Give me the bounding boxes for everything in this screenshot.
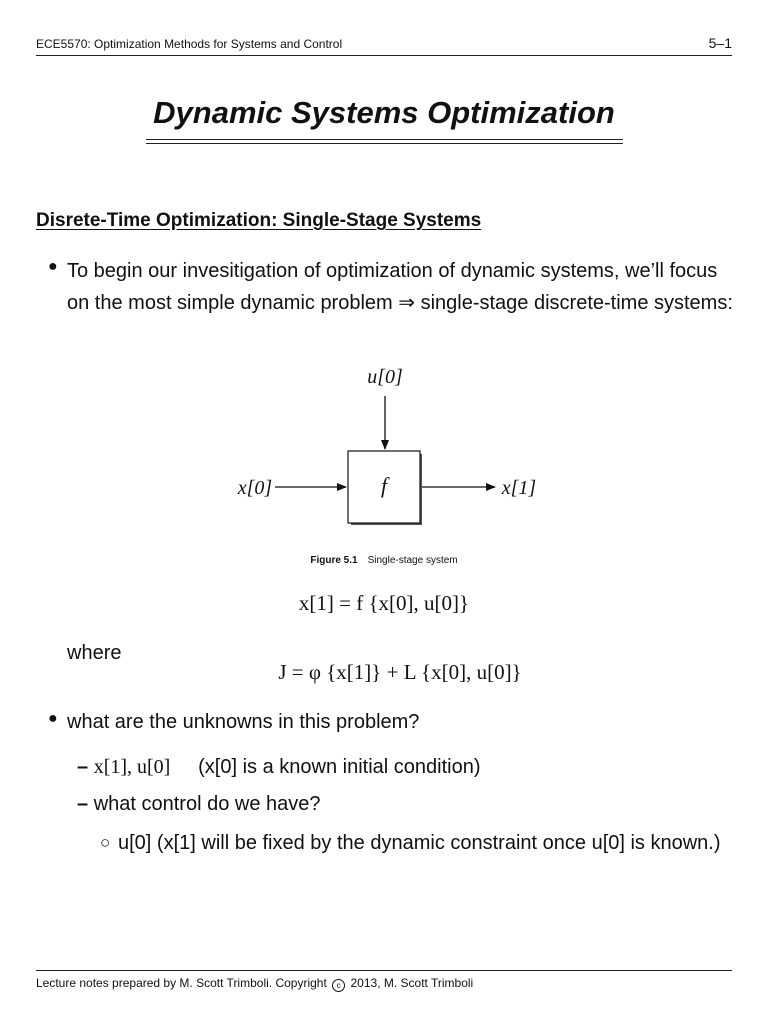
bullet-dot: ● (48, 710, 58, 727)
figure-caption-text: Single-stage system (367, 555, 458, 566)
footer-rule (36, 970, 732, 971)
equation-cost: J = φ {x[1]} + L {x[0], u[0]} (278, 660, 522, 684)
page-title: Dynamic Systems Optimization (153, 95, 615, 130)
diagram-input-left-label: x[0] (237, 477, 273, 499)
bullet-2-text: what are the unknowns in this problem? (67, 711, 420, 733)
where-label: where (67, 642, 122, 664)
title-underline (146, 139, 623, 140)
header-course-title: ECE5570: Optimization Methods for Systems and Control (36, 37, 343, 51)
sub-sub-bullet-text: u[0] (x[1] will be fixed by the dynamic constraint once u[0] is known.) (118, 832, 721, 854)
sub-bullet-1: – x[1], u[0] (x[0] is a known initial condition) (77, 756, 481, 778)
bullet-1-text: To begin our invesitigation of optimization of dynamic systems, we’ll focus on the most simple dynamic problem ⇒ single-stage discrete-time systems: (67, 260, 733, 314)
sub-bullet-1-vars: x[1], u[0] (93, 756, 171, 778)
title-underline-second (146, 143, 623, 144)
page-number: 5–1 (708, 35, 732, 51)
section-heading: Disrete-Time Optimization: Single-Stage Systems (36, 210, 482, 231)
sub-bullet-2-text: what control do we have? (93, 793, 321, 815)
footer-text-after: 2013, M. Scott Trimboli (350, 976, 474, 990)
header-rule (36, 55, 732, 56)
block-diagram (225, 360, 545, 535)
copyright-icon: c (332, 979, 345, 992)
block-f-label: f (380, 473, 388, 498)
bullet-dot: ● (48, 258, 58, 275)
sub-bullet-1-note: (x[0] is a known initial condition) (198, 756, 481, 778)
footer-copyright (36, 976, 473, 992)
circle-bullet: ○ (100, 833, 111, 852)
figure-caption-number: Figure 5.1 (310, 555, 358, 566)
diagram-output-label: x[1] (501, 477, 537, 499)
diagram-input-top-label: u[0] (367, 366, 403, 388)
sub-bullet-2: – what control do we have? (77, 793, 321, 815)
figure-caption (0, 555, 768, 566)
equation-dynamics: x[1] = f {x[0], u[0]} (298, 591, 470, 615)
footer-text-before: Lecture notes prepared by M. Scott Trimboli. Copyright (36, 976, 327, 990)
